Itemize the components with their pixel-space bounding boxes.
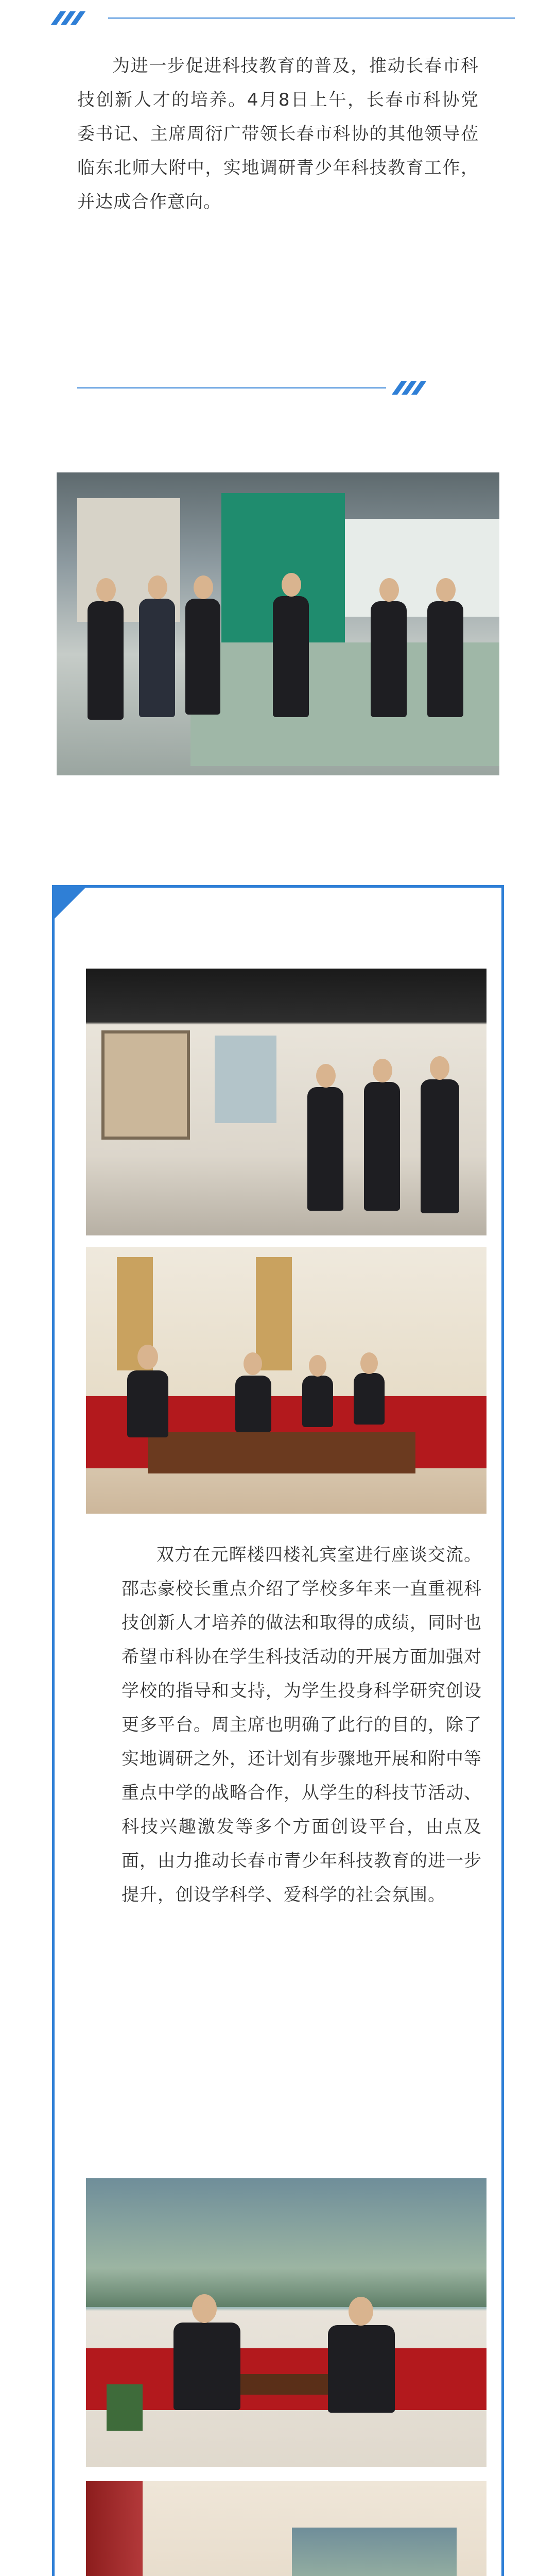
photo-exhibition-hall: [57, 472, 499, 775]
intro-paragraph: 为进一步促进科技教育的普及，推动长春市科技创新人才的培养。4月8日上午，长春市科协党委书记、主席周衍广带领长春市科协的其他领导莅临东北师大附中，实地调研青少年科技教育工作，并达成合作意向。: [77, 56, 479, 212]
top-divider: [108, 18, 515, 19]
intro-stripes: [396, 381, 422, 395]
photo-meeting-room-wide: [86, 2481, 486, 2576]
intro-divider: [77, 387, 386, 388]
photo-display-room: [86, 969, 486, 1235]
top-stripes: [56, 11, 81, 25]
frame-corner-top-left: [52, 885, 88, 921]
discussion-paragraph: 双方在元晖楼四楼礼宾室进行座谈交流。邵志豪校长重点介绍了学校多年来一直重视科技创新人才培养的做法和取得的成绩，同时也希望市科协在学生科技活动的开展方面加强对学校的指导和支持，为学生投身科学研究创设更多平台。周主席也明确了此行的目的，除了实地调研之外，还计划有步骤地开展和附中等重点中学的战略合作，从学生的科技节活动、科技兴趣激发等多个方面创设平台，由点及面，由力推动长春市青少年科技教育的进一步提升，创设学科学、爱科学的社会氛围。: [121, 1545, 482, 1905]
photo-leaders-seated: [86, 2178, 486, 2467]
photo-meeting-room: [86, 1247, 486, 1514]
